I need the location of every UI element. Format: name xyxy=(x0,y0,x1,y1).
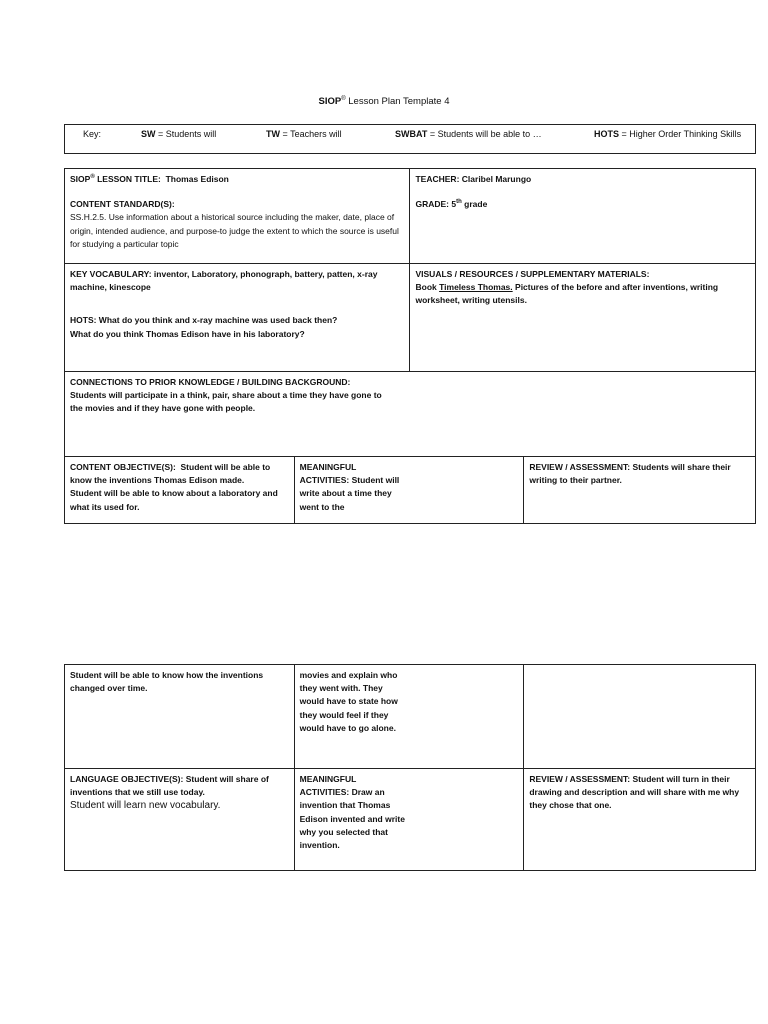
hots-question-1: HOTS: What do you think and x-ray machine was used back then? xyxy=(70,315,338,326)
lesson-plan-table-continued xyxy=(64,664,756,871)
content-objective-continued: Student will be able to know how the inventions changed over time. xyxy=(65,665,295,769)
language-objective: LANGUAGE OBJECTIVE(S): Student will share of inventions that we still use today. xyxy=(70,774,269,798)
key-hots: HOTS = Higher Order Thinking Skills xyxy=(594,129,742,139)
key-box xyxy=(64,124,756,154)
content-standards-text: SS.H.2.5. Use information about a historical source including the maker, date, place of origin, intended audience, and purpose-to judge the extent to which the source is useful for studying a particular topic xyxy=(70,212,399,249)
content-objective-2: Student will be able to know about a laboratory and what its used for. xyxy=(70,488,278,512)
vocabulary-cell xyxy=(65,264,410,372)
connections-cell xyxy=(65,372,756,457)
content-objective: CONTENT OBJECTIVE(S): Student will be able to know the inventions Thomas Edison made. xyxy=(70,462,271,486)
page-title: SIOP® Lesson Plan Template 4 xyxy=(318,96,450,108)
meaningful-activities-2: MEANINGFUL ACTIVITIES: Draw an invention that Thomas Edison invented and write why you selected that invention. xyxy=(299,774,405,851)
lesson-title-cell xyxy=(65,169,410,264)
review-assessment-cell-2: REVIEW / ASSESSMENT: Student will turn in their drawing and description and will share with me why they chose that one. xyxy=(524,769,756,871)
key-sw: SW = Students will xyxy=(141,129,217,139)
key-vocabulary: KEY VOCABULARY: inventor, Laboratory, phonograph, battery, patten, x-ray machine, kinescope xyxy=(70,269,378,293)
language-objective-cell xyxy=(65,769,295,871)
connections-label: CONNECTIONS TO PRIOR KNOWLEDGE / BUILDING BACKGROUND: xyxy=(70,377,351,387)
content-standards-label: CONTENT STANDARD(S): xyxy=(70,199,175,210)
review-assessment-continued xyxy=(524,665,756,769)
teacher-cell xyxy=(410,169,756,264)
table-row xyxy=(65,372,756,457)
table-row xyxy=(65,264,756,372)
meaningful-activities-continued: movies and explain who they went with. They would have to state how they would feel if they would have to go alone. xyxy=(294,665,524,769)
grade: GRADE: 5th grade xyxy=(415,199,488,210)
hots-question-2: What do you think Thomas Edison have in his laboratory? xyxy=(70,328,305,339)
meaningful-activities-cell-2 xyxy=(294,769,524,871)
lesson-plan-table xyxy=(64,168,756,524)
table-row xyxy=(65,769,756,871)
key-tw: TW = Teachers will xyxy=(266,129,342,139)
visuals-text: Book Timeless Thomas. Pictures of the before and after inventions, writing worksheet, writing utensils. xyxy=(415,282,719,306)
table-row xyxy=(65,457,756,524)
table-row xyxy=(65,665,756,769)
lesson-title: SIOP® LESSON TITLE: Thomas Edison xyxy=(70,174,229,184)
teacher: TEACHER: Claribel Marungo xyxy=(415,174,532,184)
table-row xyxy=(65,169,756,264)
meaningful-activities-cell xyxy=(294,457,524,524)
visuals-cell xyxy=(410,264,756,372)
visuals-label: VISUALS / RESOURCES / SUPPLEMENTARY MATERIALS: xyxy=(415,269,650,279)
content-objective-cell xyxy=(65,457,295,524)
review-assessment-cell: REVIEW / ASSESSMENT: Students will share their writing to their partner. xyxy=(524,457,756,524)
meaningful-activities: MEANINGFUL ACTIVITIES: Student will write about a time they went to the xyxy=(299,462,400,512)
key-label: Key: xyxy=(83,129,102,139)
key-swbat: SWBAT = Students will be able to … xyxy=(395,129,542,139)
language-objective-2: Student will learn new vocabulary. xyxy=(70,800,221,812)
connections-text: Students will participate in a think, pair, share about a time they have gone to the movies and if they have gone with people. xyxy=(70,390,382,414)
